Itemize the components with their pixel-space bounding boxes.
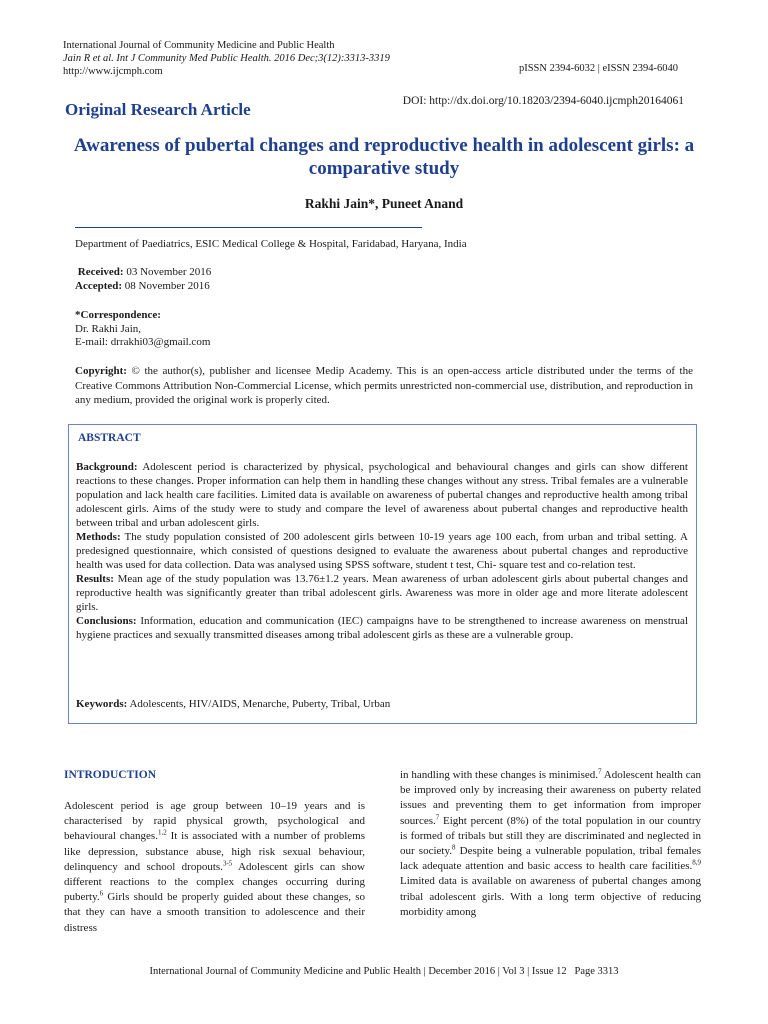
abstract-background bbox=[76, 460, 688, 530]
intro-text: Despite being a vulnerable population, tribal females lack adequate attention and basic access to health care facilities. bbox=[400, 845, 702, 873]
article-title: Awareness of pubertal changes and reproductive health in adolescent girls: a comparative study bbox=[73, 135, 695, 179]
intro-text: in handling with these changes is minimised. bbox=[400, 769, 599, 781]
correspondence-name: Dr. Rakhi Jain, bbox=[75, 322, 141, 335]
copyright-label: Copyright: bbox=[75, 365, 127, 377]
reference-marker[interactable]: 1,2 bbox=[157, 828, 167, 837]
correspondence-email[interactable]: E-mail: drrakhi03@gmail.com bbox=[75, 336, 211, 348]
issn: pISSN 2394-6032 | eISSN 2394-6040 bbox=[518, 63, 678, 74]
keywords bbox=[76, 698, 688, 710]
footer-journal: International Journal of Community Medicine and Public Health bbox=[149, 966, 421, 977]
reference-marker[interactable]: 7 bbox=[598, 767, 602, 776]
intro-text: Adolescent health can be improved only by increasing their awareness on puberty related issues and preventing them to get information from improper sources. bbox=[400, 769, 701, 827]
abstract-body bbox=[76, 460, 688, 642]
intro-column-1 bbox=[64, 799, 365, 936]
abstract-conclusions bbox=[76, 614, 688, 642]
received-date: 03 November 2016 bbox=[126, 266, 212, 278]
journal-url[interactable]: http://www.ijcmph.com bbox=[63, 66, 163, 77]
keywords-label: Keywords: bbox=[76, 698, 128, 710]
methods-text: The study population consisted of 200 adolescent girls between 10-19 years age 100 each, from urban and tribal setting. A predesigned questionnaire, which consisted of questions designed to evaluate the awareness about pubertal changes and reproductive health was used for data collection. Data was analysed using SPSS software, student t test, Chi- square test and co-relation test. bbox=[76, 531, 688, 571]
citation: Jain R et al. Int J Community Med Public Health. 2016 Dec;3(12):3313-3319 bbox=[63, 53, 390, 64]
intro-text: Adolescent period is age group between 10–19 years and is characterised by rapid physical growth, psychological and behavioural changes. bbox=[64, 800, 365, 843]
intro-text: Adolescent girls can show different reactions to the complex changes occurring during puberty. bbox=[64, 860, 365, 904]
intro-column-2 bbox=[400, 768, 701, 920]
divider bbox=[75, 227, 422, 228]
methods-label: Methods: bbox=[76, 531, 121, 543]
affiliation: Department of Paediatrics, ESIC Medical College & Hospital, Faridabad, Haryana, India bbox=[75, 238, 467, 250]
abstract-results bbox=[76, 572, 688, 614]
reference-marker[interactable]: 6 bbox=[99, 889, 104, 898]
correspondence bbox=[75, 309, 210, 350]
introduction-heading: INTRODUCTION bbox=[64, 769, 157, 781]
page-footer: International Journal of Community Medicine and Public Health | December 2016 | Vol 3 | Issue 12 Page 3313 bbox=[149, 966, 619, 977]
abstract-heading: ABSTRACT bbox=[78, 432, 141, 444]
received-label: Received: bbox=[77, 266, 124, 278]
abstract-methods bbox=[76, 530, 688, 572]
footer-date: December 2016 bbox=[428, 966, 496, 977]
doi[interactable]: DOI: http://dx.doi.org/10.18203/2394-6040.ijcmph20164061 bbox=[402, 95, 684, 107]
correspondence-label: *Correspondence: bbox=[75, 309, 161, 321]
conclusions-label: Conclusions: bbox=[76, 615, 137, 627]
journal-name: International Journal of Community Medicine and Public Health bbox=[63, 40, 335, 51]
intro-text: Girls should be properly guided about these changes, so that they can have a smooth transition to adolescence and their distress bbox=[64, 891, 365, 934]
dates bbox=[75, 266, 211, 293]
reference-marker[interactable]: 8,9 bbox=[692, 858, 701, 867]
results-text: Mean age of the study population was 13.76±1.2 years. Mean awareness of urban adolescent girls about pubertal changes and reproductive health was significantly greater than tribal adolescent girls. Awareness was more in older age and more literate adolescent girls. bbox=[76, 573, 689, 613]
copyright-notice bbox=[75, 364, 693, 408]
running-header bbox=[63, 39, 390, 78]
footer-issue: Issue 12 bbox=[531, 966, 567, 977]
conclusions-text: Information, education and communication (IEC) campaigns have to be strengthened to increase awareness on menstrual hygiene practices and sexually transmitted diseases among tribal adolescent girls as these are a vulnerable group. bbox=[76, 615, 688, 641]
intro-text: It is associated with a number of problems like depression, substance abuse, high risk sexual behaviour, delinquency and school dropouts. bbox=[64, 830, 365, 873]
footer-volume: Vol 3 bbox=[502, 966, 525, 977]
reference-marker[interactable]: 3-5 bbox=[222, 859, 233, 868]
authors: Rakhi Jain*, Puneet Anand bbox=[304, 196, 464, 211]
background-text: Adolescent period is characterized by physical, psychological and behavioural changes and girls can show different reactions to these changes. Proper information can help them in handling these changes without any stress. Tribal females are a vulnerable population and lack health care facilities. Limited data is available on awareness of pubertal changes and reproductive health among tribal adolescent girls. Aims of the study were to study and compare the level of awareness about pubertal changes and reproductive health between tribal and urban adolescent girls. bbox=[76, 461, 688, 529]
intro-text: Limited data is available on awareness of pubertal changes among tribal adolescent girls. With a long term objective of reducing morbidity among bbox=[400, 875, 701, 918]
keywords-text: Adolescents, HIV/AIDS, Menarche, Puberty, Tribal, Urban bbox=[129, 698, 391, 710]
results-label: Results: bbox=[76, 573, 114, 585]
reference-marker[interactable]: 8 bbox=[452, 843, 456, 852]
accepted-date: 08 November 2016 bbox=[124, 279, 210, 292]
intro-text: Eight percent (8%) of the total population in our country is formed of tribals but still they are discriminated and neglected in our society. bbox=[400, 814, 701, 858]
background-label: Background: bbox=[76, 461, 138, 473]
copyright-text: © the author(s), publisher and licensee Medip Academy. This is an open-access article distributed under the terms of the Creative Commons Attribution Non-Commercial License, which permits unrestricted non-commercial use, distribution, and reproduction in any medium, provided the original work is properly cited. bbox=[75, 365, 693, 406]
footer-page: Page 3313 bbox=[574, 966, 619, 977]
article-type: Original Research Article bbox=[65, 100, 251, 119]
accepted-label: Accepted: bbox=[75, 279, 123, 292]
reference-marker[interactable]: 7 bbox=[435, 812, 440, 821]
